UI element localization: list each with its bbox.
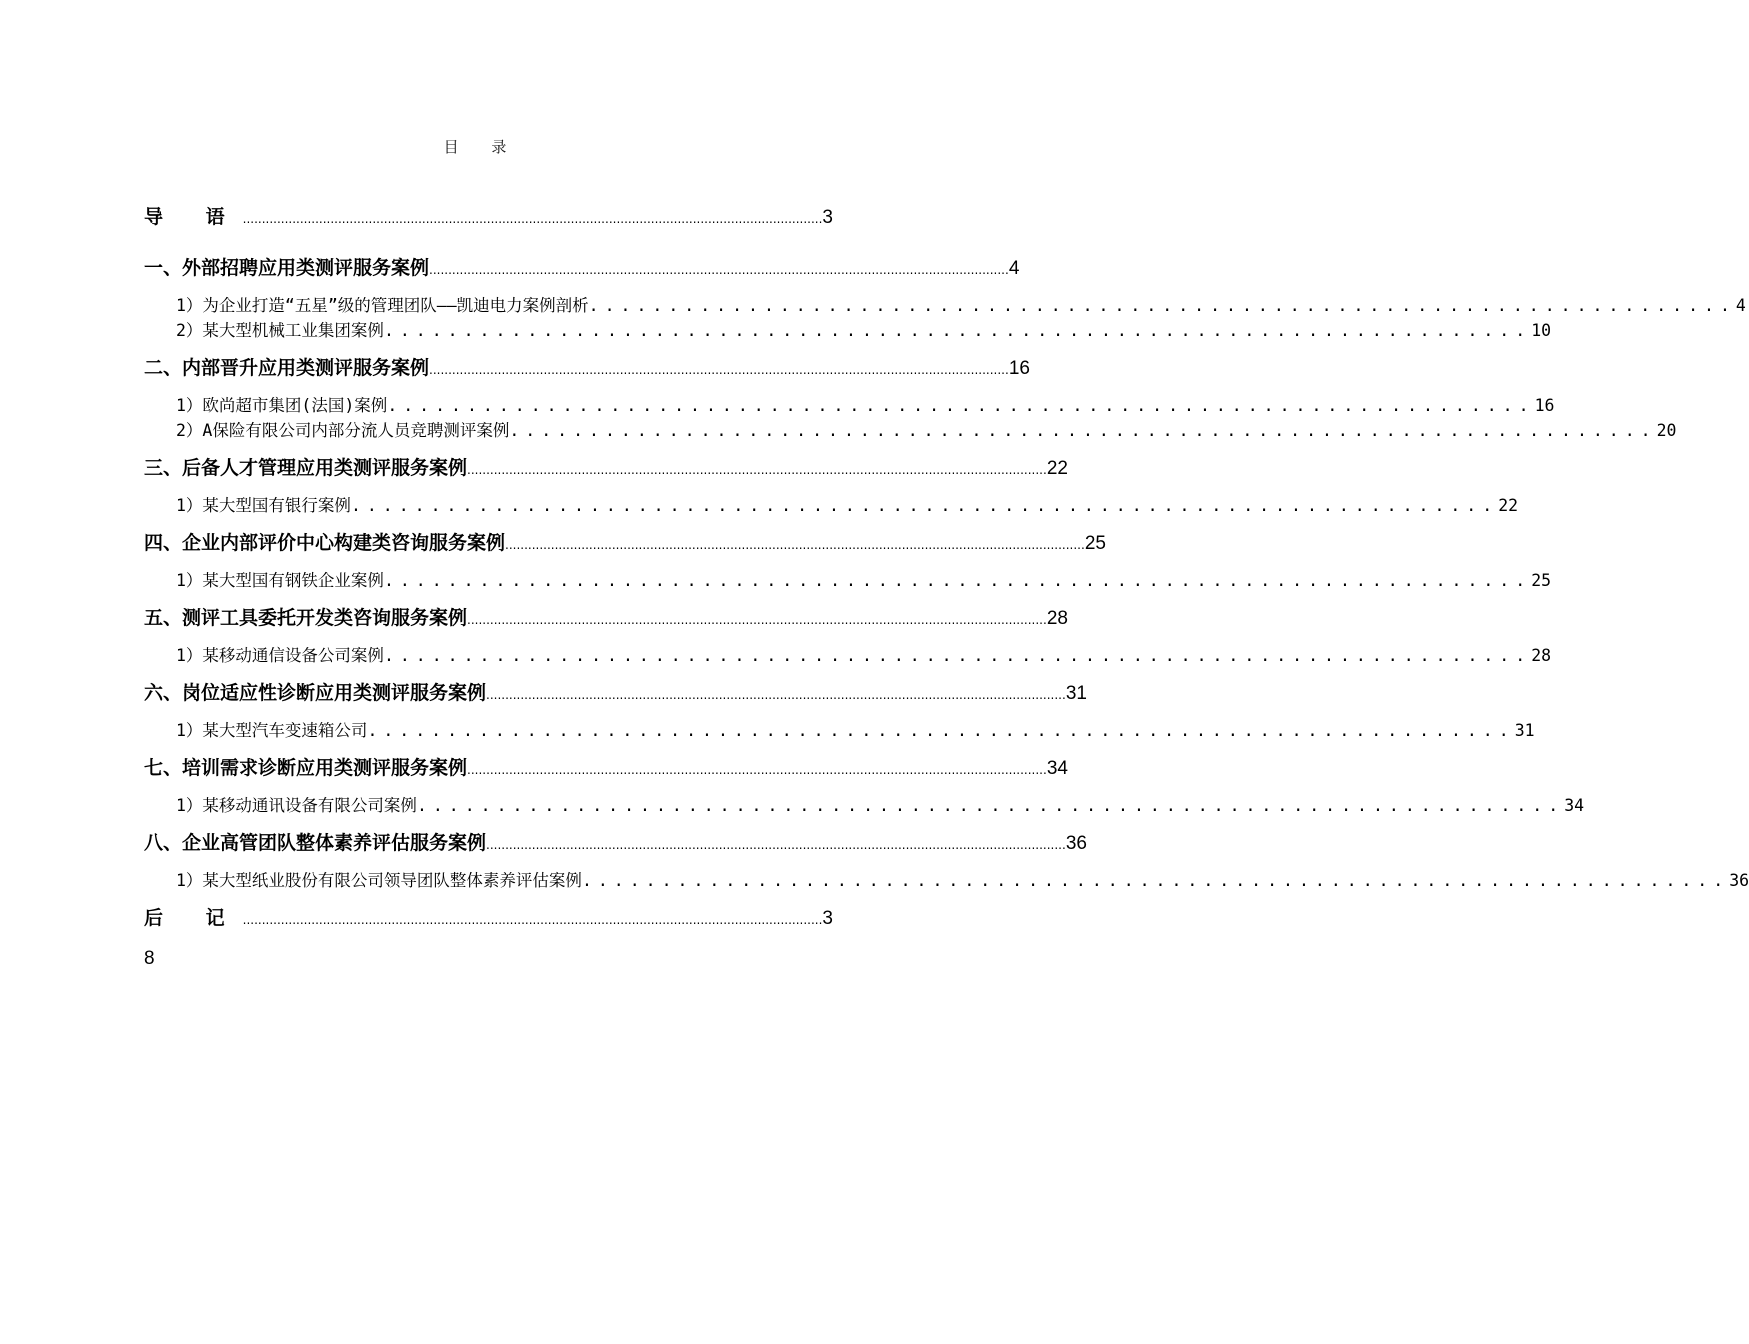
toc-subentry[interactable] [176,717,1535,741]
toc-entry[interactable] [144,253,1020,280]
toc-leader-dots: ........................................................................................................................................................ [429,363,1009,377]
toc-leader-dots: ........................................................................................................................................................ [242,913,823,927]
toc-entry-label: 1）为企业打造“五星”级的管理团队——凯迪电力案例剖析 [176,296,589,315]
toc-subentry[interactable] [176,417,1677,441]
toc-entry-label: 导 语 [144,206,243,228]
toc-leader-dots: ........................................................................ [367,721,1515,740]
toc-leader-dots: ........................................................................ [588,296,1736,315]
toc-entry[interactable] [144,453,1068,480]
toc-entry-page: 16 [1534,396,1555,415]
toc-entry-page: 34 [1564,796,1585,815]
toc-leader-dots: ........................................................................................................................................................ [467,463,1047,477]
toc-entry-label: 1）某移动通讯设备有限公司案例 [176,796,417,815]
toc-entry-label: 1）某移动通信设备公司案例 [176,646,384,665]
toc-entry-page: 28 [1531,646,1552,665]
toc-entry-label: 1）某大型国有银行案例 [176,496,351,515]
toc-entry[interactable] [144,753,1068,780]
toc-entry-page: 28 [1046,608,1068,629]
toc-entry-label: 八、企业高管团队整体素养评估服务案例 [144,832,487,854]
toc-leader-dots: ........................................................................ [387,396,1535,415]
toc-subentry[interactable] [176,292,1746,316]
toc-entry-label: 三、后备人才管理应用类测评服务案例 [144,457,468,479]
toc-entry[interactable] [144,903,833,930]
toc-entry-page: 22 [1046,458,1068,479]
toc-entry-label: 四、企业内部评价中心构建类咨询服务案例 [144,532,506,554]
toc-entry-page: 31 [1065,683,1087,704]
toc-entry[interactable] [144,828,1087,855]
toc-entry-label: 2）某大型机械工业集团案例 [176,321,384,340]
toc-entry-page: 4 [1008,258,1020,279]
toc-leader-dots: ........................................................................ [350,496,1499,515]
toc-entry-label: 五、测评工具委托开发类咨询服务案例 [144,607,468,629]
toc-subentry[interactable] [176,792,1585,816]
toc-entry-label: 1）欧尚超市集团(法国)案例 [176,396,388,415]
toc-entry-label: 1）某大型纸业股份有限公司领导团队整体素养评估案例 [176,871,582,890]
toc-subentry[interactable] [176,642,1552,666]
toc-leader-dots: ........................................................................ [416,796,1565,815]
toc-entry-label: 七、培训需求诊断应用类测评服务案例 [144,757,468,779]
toc-entry-label: 六、岗位适应性诊断应用类测评服务案例 [144,682,487,704]
toc-entry-page: 20 [1656,421,1677,440]
toc-entry-page: 3 [822,908,833,929]
toc-entry-label: 一、外部招聘应用类测评服务案例 [144,257,430,279]
toc-leader-dots: ........................................................................ [383,571,1532,590]
toc-entry-page: 36 [1065,833,1087,854]
toc-subentry[interactable] [176,317,1552,341]
toc-leader-dots: ........................................................................................................................................................ [486,838,1066,852]
toc-entry[interactable] [144,202,833,229]
toc-entry-page: 25 [1084,533,1106,554]
toc-leader-dots: ........................................................................................................................................................ [486,688,1066,702]
toc-leader-dots: ........................................................................................................................................................ [467,763,1047,777]
toc-leader-dots: ........................................................................ [383,646,1532,665]
toc-leader-dots: ........................................................................................................................................................ [429,263,1009,277]
toc-entry-page: 16 [1008,358,1030,379]
toc-leader-dots: ........................................................................ [383,321,1532,340]
toc-leader-dots: ........................................................................................................................................................ [467,613,1047,627]
toc-subentry[interactable] [176,567,1552,591]
toc-entry-label: 二、内部晋升应用类测评服务案例 [144,357,430,379]
toc-entry[interactable] [144,603,1068,630]
toc-subentry[interactable] [176,392,1555,416]
toc-entry[interactable] [144,528,1106,555]
toc-title: 目 录 [443,138,521,156]
toc-entry-label: 1）某大型国有钢铁企业案例 [176,571,384,590]
toc-leader-dots: ........................................................................................................................................................ [242,212,823,226]
toc-entry-label: 后 记 [144,907,243,929]
toc-entry[interactable] [144,678,1087,705]
toc-entry-page: 34 [1046,758,1068,779]
toc-entry-label: 2）A保险有限公司内部分流人员竞聘测评案例 [176,421,510,440]
toc-entry-page: 4 [1735,296,1746,315]
toc-subentry[interactable] [176,492,1519,516]
toc-leader-dots: ........................................................................................................................................................ [505,538,1085,552]
toc-entry-page: 36 [1729,871,1749,890]
toc-entry-label: 1）某大型汽车变速箱公司 [176,721,368,740]
toc-entry-page: 25 [1531,571,1552,590]
toc-entry-page: 31 [1514,721,1535,740]
toc-entry-page: 22 [1498,496,1519,515]
toc-subentry[interactable] [176,867,1749,891]
toc-leader-dots: ........................................................................ [509,421,1657,440]
toc-wrapped-page-number: 8 [144,948,155,969]
toc-leader-dots: ........................................................................ [581,871,1730,890]
toc-entry-page: 10 [1531,321,1552,340]
toc-entry[interactable] [144,353,1030,380]
toc-entry-page: 3 [822,207,833,228]
